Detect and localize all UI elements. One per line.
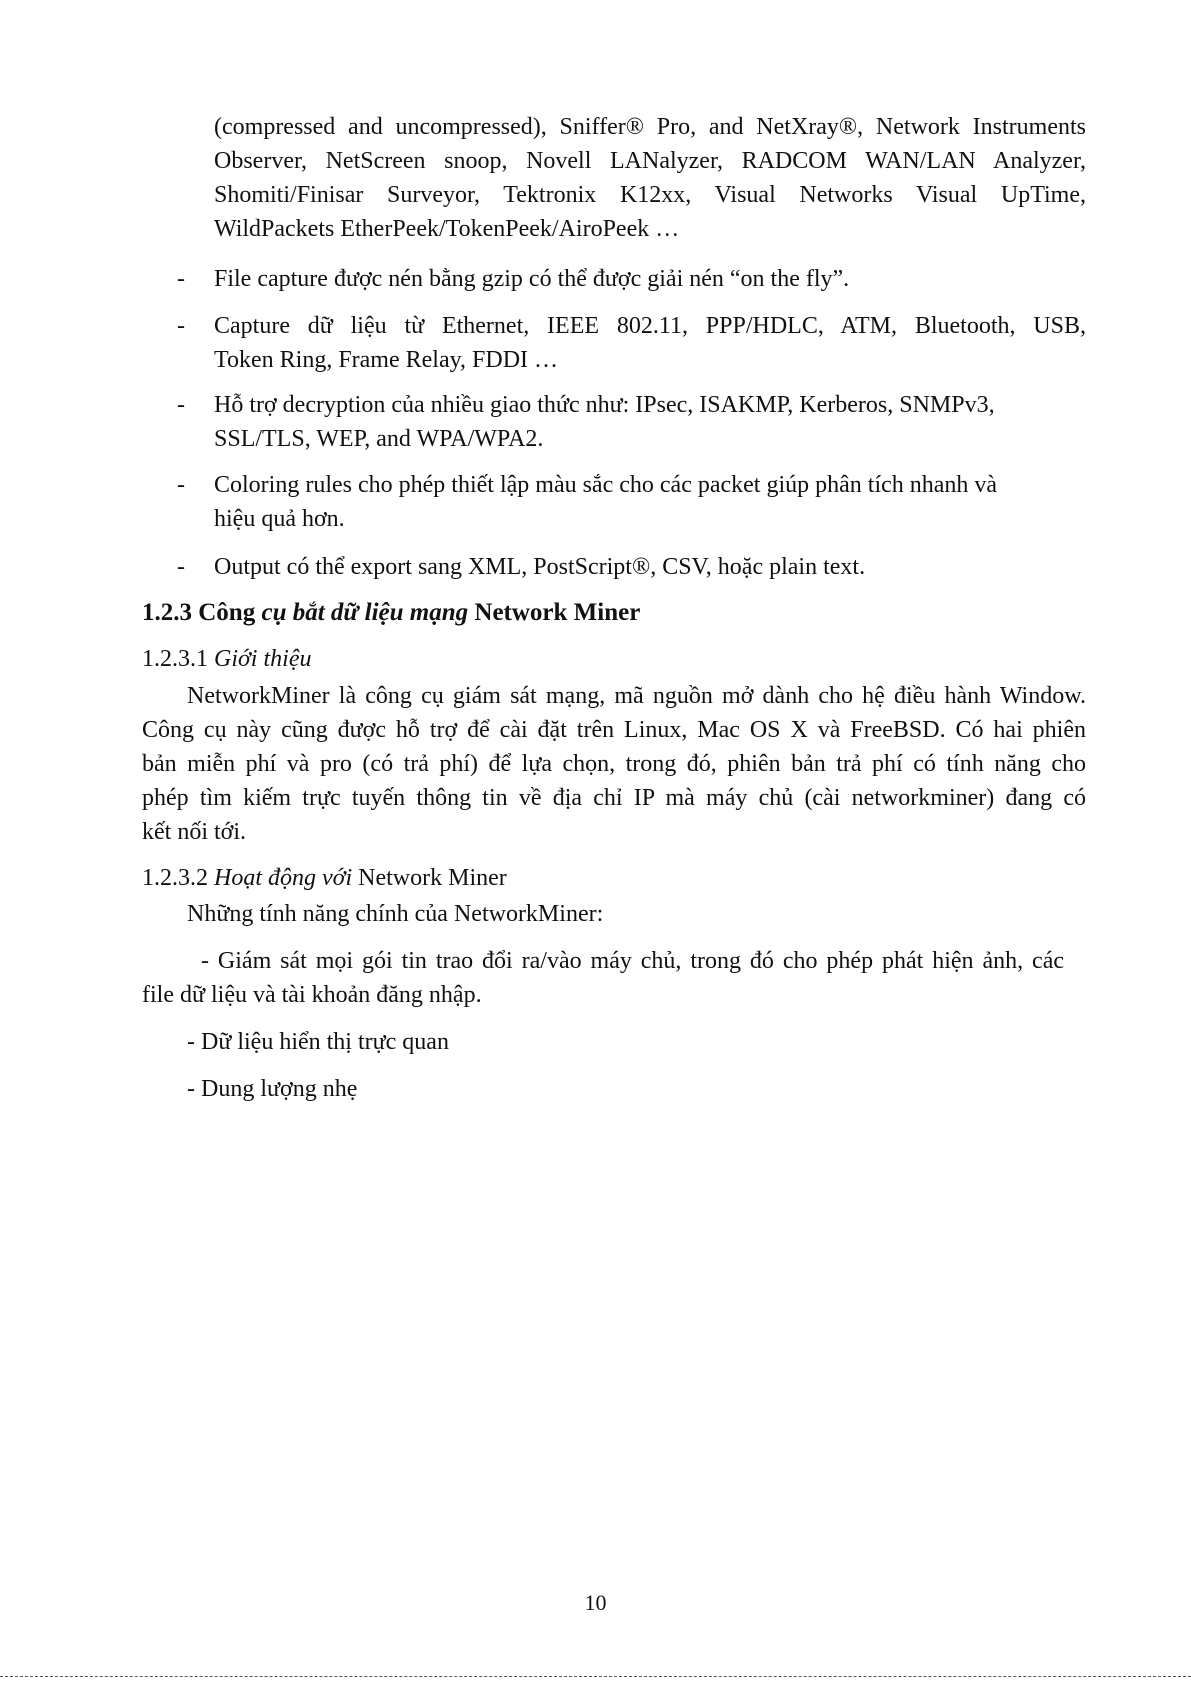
bullet-item <box>214 388 1086 456</box>
feature-item: - Dữ liệu hiển thị trực quan <box>187 1029 449 1055</box>
heading-italic: Hoạt động với <box>214 865 353 891</box>
text-line: file dữ liệu và tài khoản đăng nhập. <box>142 982 482 1008</box>
bullet-item <box>214 262 1086 296</box>
text-line: WildPackets EtherPeek/TokenPeek/AiroPeek … <box>214 216 680 242</box>
features-intro: Những tính năng chính của NetworkMiner: <box>187 901 604 927</box>
text-line: Capture dữ liệu từ Ethernet, IEEE 802.11, PPP/HDLC, ATM, Bluetooth, USB, <box>214 313 1086 339</box>
text-line: kết nối tới. <box>142 819 247 845</box>
heading-number: 1.2.3.1 <box>142 646 214 672</box>
heading-rest: Network Miner <box>352 865 507 891</box>
heading-italic: cụ bắt dữ liệu mạng <box>261 599 469 626</box>
feature-item <box>142 944 1064 1012</box>
text-line: Công cụ này cũng được hỗ trợ để cài đặt trên Linux, Mac OS X và FreeBSD. Có hai phiên <box>142 717 1086 743</box>
text-line: File capture được nén bằng gzip có thể được giải nén “on the fly”. <box>214 266 850 292</box>
bullet-item <box>214 550 1086 584</box>
text-line: SSL/TLS, WEP, and WPA/WPA2. <box>214 426 544 452</box>
bullet-marker: - <box>177 266 185 292</box>
continued-paragraph <box>214 110 1086 246</box>
section-heading <box>142 596 640 630</box>
text-line: Coloring rules cho phép thiết lập màu sắc cho các packet giúp phân tích nhanh và <box>214 472 998 498</box>
footer-divider <box>0 1676 1191 1677</box>
text-line: NetworkMiner là công cụ giám sát mạng, mã nguồn mở dành cho hệ điều hành Window. <box>187 683 1086 709</box>
subsection-heading <box>142 642 311 676</box>
text-line: Token Ring, Frame Relay, FDDI … <box>214 347 559 373</box>
subsection-heading <box>142 861 507 895</box>
bullet-marker: - <box>177 313 185 339</box>
feature-item: - Dung lượng nhẹ <box>187 1076 358 1102</box>
bullet-item <box>214 309 1086 377</box>
bullet-marker: - <box>177 392 185 418</box>
heading-number: 1.2.3.2 <box>142 865 214 891</box>
text-line: (compressed and uncompressed), Sniffer® Pro, and NetXray®, Network Instruments <box>214 114 1086 140</box>
text-line: bản miễn phí và pro (có trả phí) để lựa chọn, trong đó, phiên bản trả phí có tính năng cho <box>142 751 1086 777</box>
bullet-marker: - <box>177 472 185 498</box>
intro-paragraph <box>142 679 1086 849</box>
text-line: - Giám sát mọi gói tin trao đổi ra/vào máy chủ, trong đó cho phép phát hiện ảnh, các <box>201 948 1064 974</box>
text-line: Output có thể export sang XML, PostScript®, CSV, hoặc plain text. <box>214 554 866 580</box>
heading-italic: Giới thiệu <box>214 646 312 672</box>
bullet-marker: - <box>177 554 185 580</box>
page-number: 10 <box>584 1590 607 1615</box>
bullet-item <box>214 468 1086 536</box>
text-line: hiệu quả hơn. <box>214 506 345 532</box>
heading-number: 1.2.3 Công <box>142 599 262 626</box>
text-line: phép tìm kiếm trực tuyến thông tin về địa chỉ IP mà máy chủ (cài networkminer) đang có <box>142 785 1086 811</box>
text-line: Hỗ trợ decryption của nhiều giao thức như: IPsec, ISAKMP, Kerberos, SNMPv3, <box>214 392 995 418</box>
text-line: Observer, NetScreen snoop, Novell LANalyzer, RADCOM WAN/LAN Analyzer, <box>214 148 1086 174</box>
text-line: Shomiti/Finisar Surveyor, Tektronix K12xx, Visual Networks Visual UpTime, <box>214 182 1086 208</box>
heading-rest: Network Miner <box>468 599 641 626</box>
